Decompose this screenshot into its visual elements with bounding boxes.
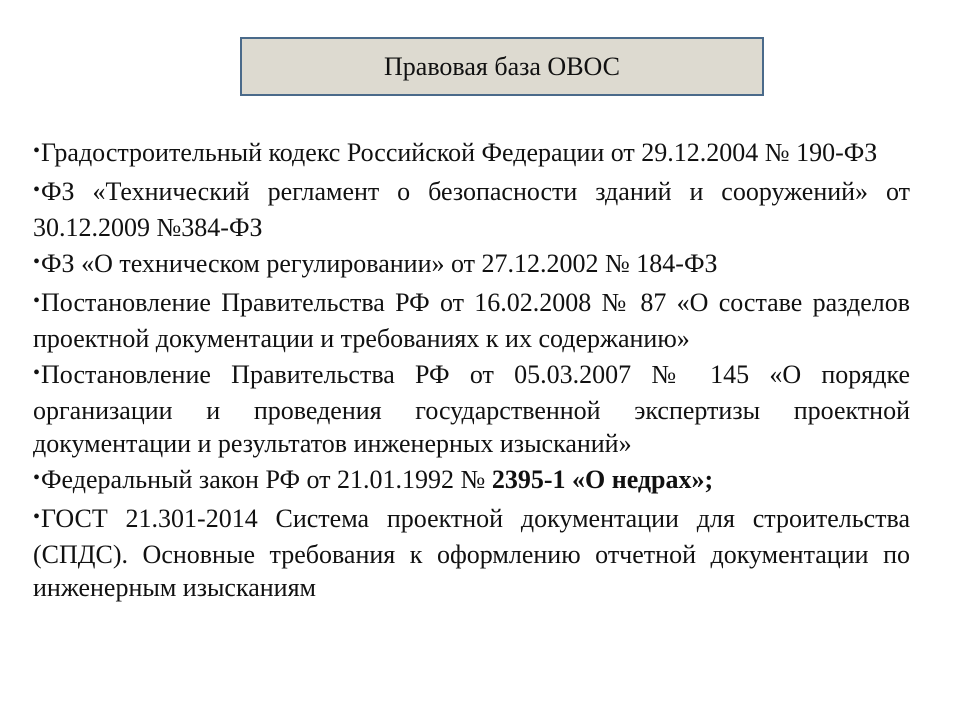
bullet-icon: • (33, 362, 41, 384)
list-item-text: ФЗ «О техническом регулировании» от 27.12.2002 № 184-ФЗ (41, 249, 718, 278)
list-item-text: ФЗ «Технический регламент о безопасности зданий и сооружений» от 30.12.2009 №384-ФЗ (33, 177, 910, 242)
list-item (33, 358, 910, 460)
list-item-text: Градостроительный кодекс Российской Федерации от 29.12.2004 № 190-ФЗ (41, 138, 878, 167)
bullet-icon: • (33, 467, 41, 489)
bullet-icon: • (33, 251, 41, 273)
list-item (33, 175, 910, 244)
bullet-icon: • (33, 179, 41, 201)
list-item (33, 136, 910, 172)
bullet-icon: • (33, 290, 41, 312)
list-item (33, 463, 910, 499)
list-item (33, 247, 910, 283)
list-item-text: Федеральный закон РФ от 21.01.1992 № (41, 465, 492, 494)
bullet-icon: • (33, 506, 41, 528)
legal-basis-list (33, 136, 910, 607)
list-item-text: Постановление Правительства РФ от 16.02.2008 № 87 «О составе разделов проектной документации и требованиях к их содержанию» (33, 288, 910, 353)
bullet-icon: • (33, 140, 41, 162)
slide-title: Правовая база ОВОС (384, 51, 620, 81)
list-item-bold-text: 2395-1 «О недрах»; (491, 465, 714, 494)
list-item-text: ГОСТ 21.301-2014 Система проектной документации для строительства (СПДС). Основные требования к оформлению отчетной документации по инженерным изысканиям (33, 504, 910, 602)
list-item (33, 286, 910, 355)
list-item (33, 502, 910, 604)
list-item-text: Постановление Правительства РФ от 05.03.2007 № 145 «О порядке организации и проведения государственной экспертизы проектной документации и результатов инженерных изысканий» (33, 360, 910, 458)
slide-title-box (240, 37, 764, 96)
